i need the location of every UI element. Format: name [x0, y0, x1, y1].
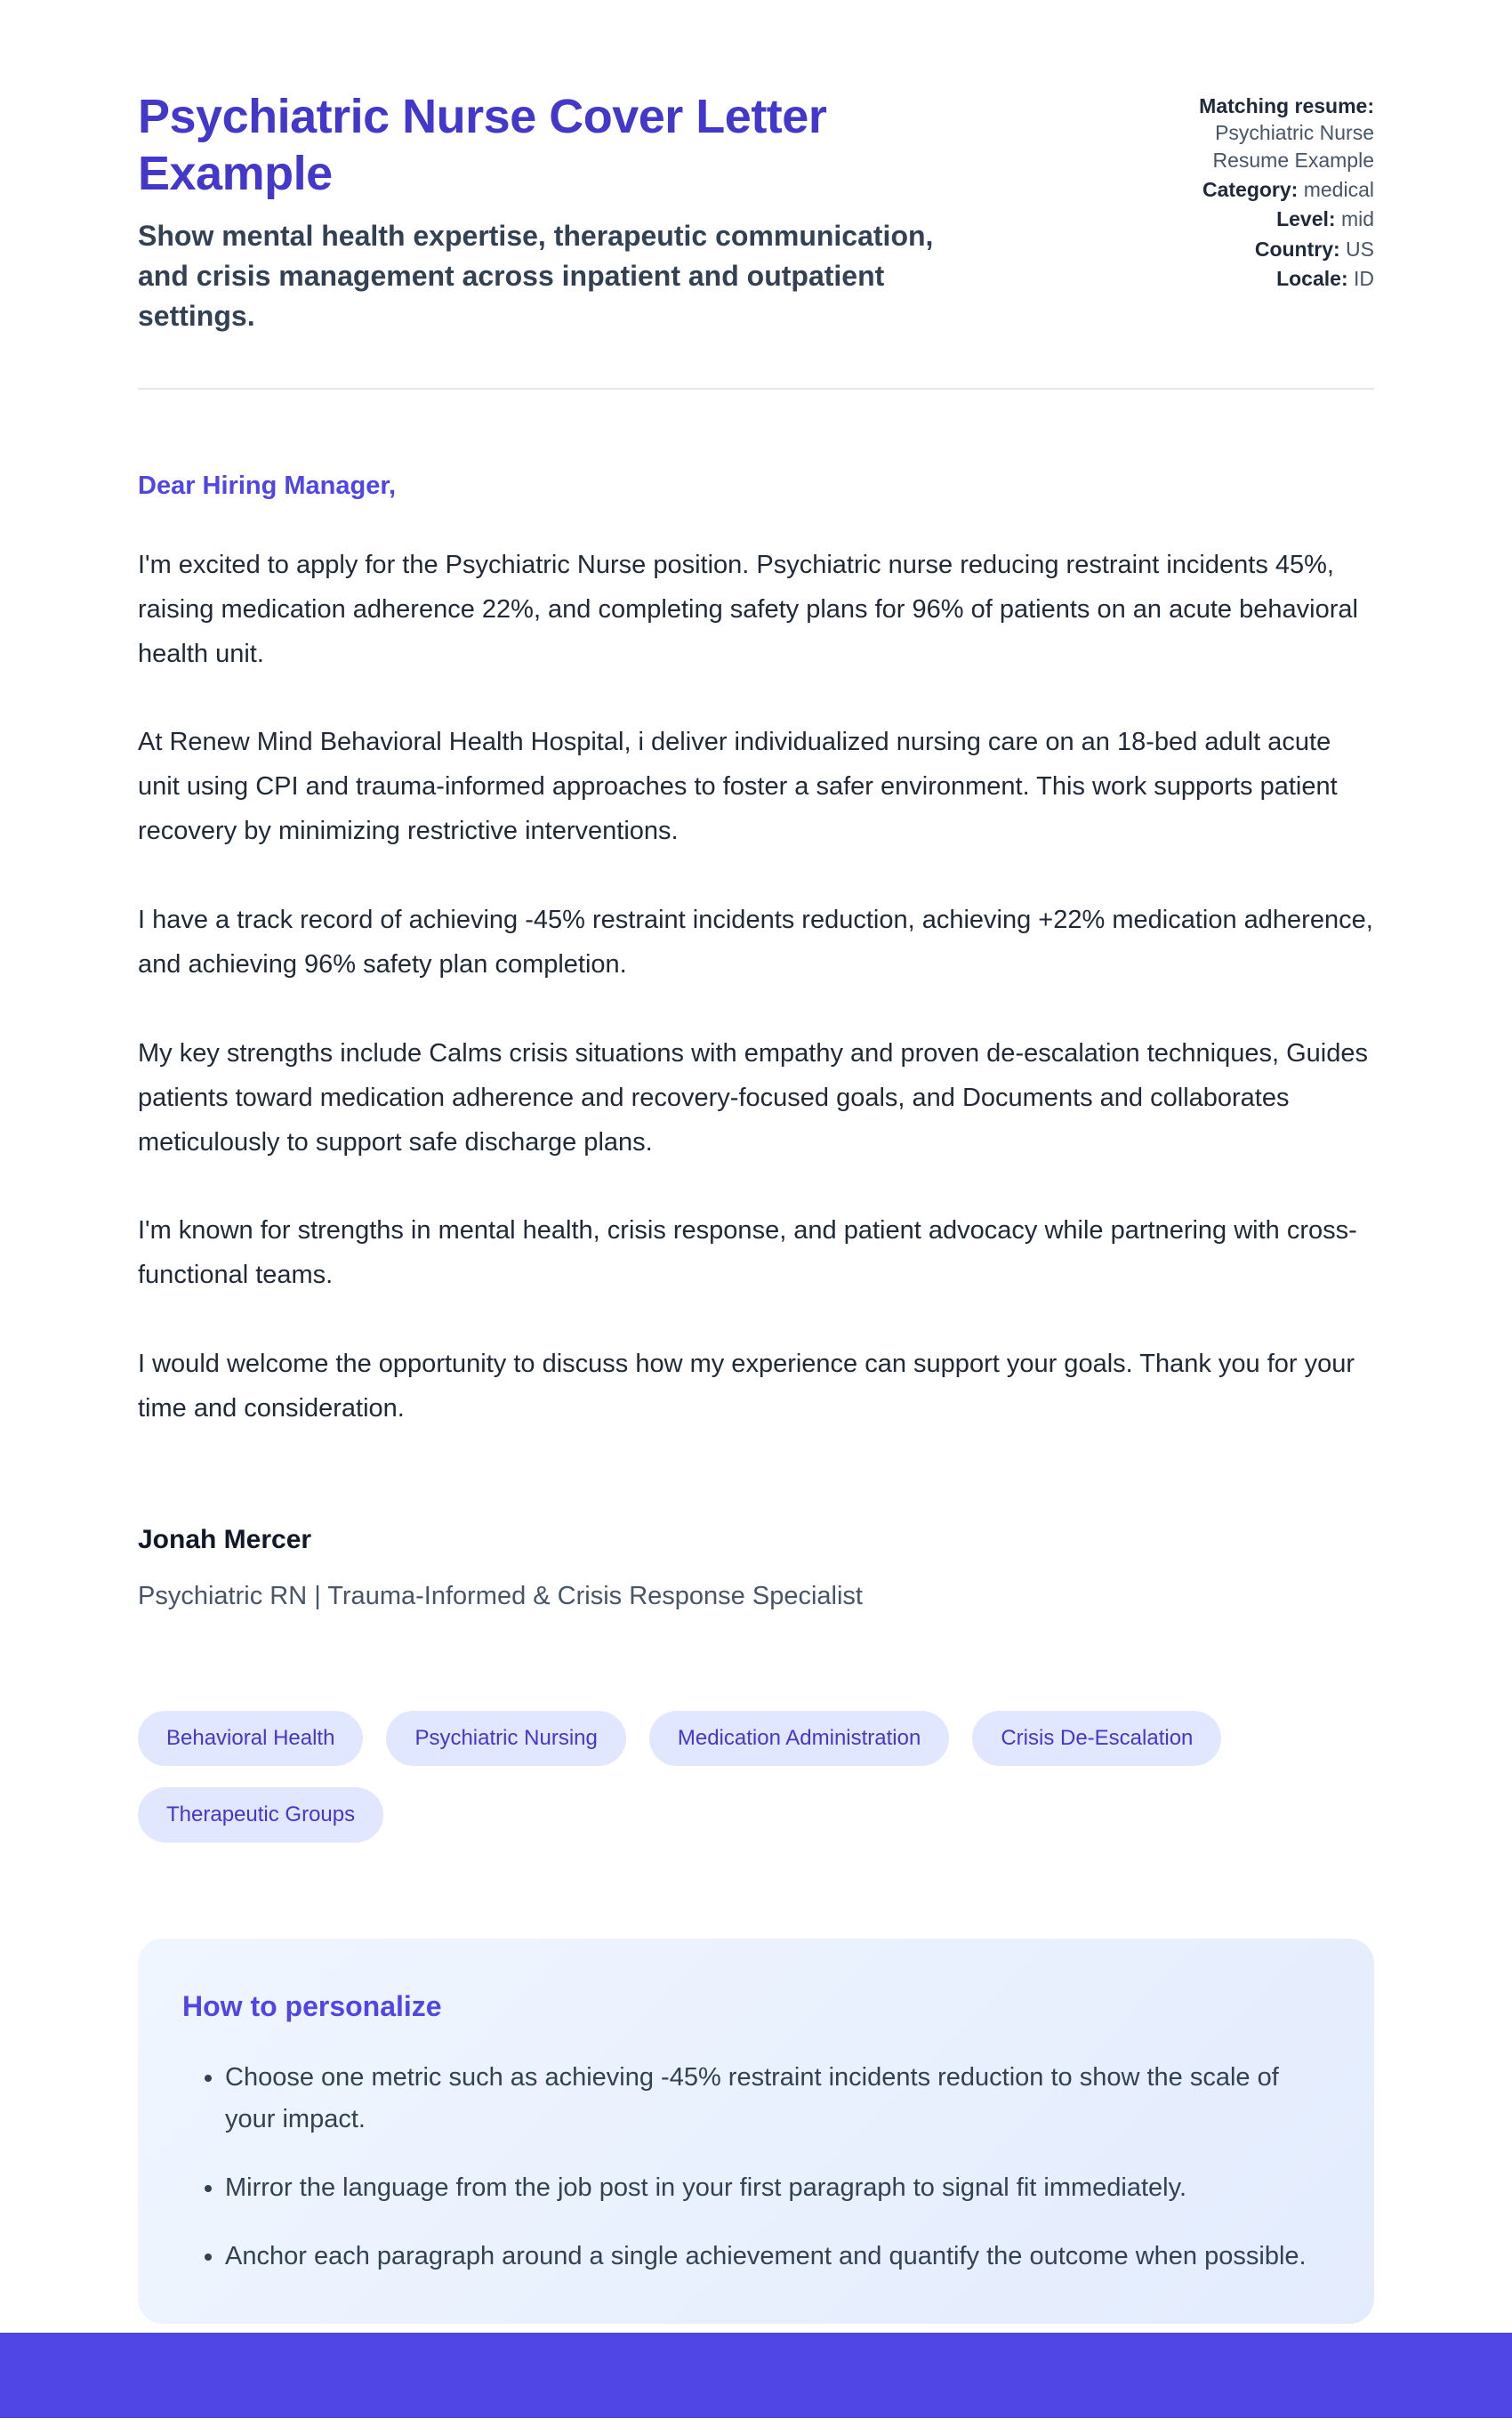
- header-divider: [138, 388, 1374, 390]
- personalize-tip: • Choose one metric such as achieving -45% restraint incidents reduction to show the scale of your impact.: [225, 2057, 1330, 2141]
- signature-name: Jonah Mercer: [138, 1524, 312, 1554]
- header: [138, 89, 1374, 336]
- salutation: Dear Hiring Manager,: [138, 471, 397, 500]
- personalize-tip: • Mirror the language from the job post in your first paragraph to signal fit immediately.: [225, 2167, 1330, 2209]
- skill-tag[interactable]: Psychiatric Nursing: [386, 1711, 625, 1766]
- meta-label: Matching resume:: [1199, 94, 1374, 117]
- letter-paragraph: My key strengths include Calms crisis situations with empathy and proven de-escalation techniques, Guides patients toward medication adherence and recovery-focused goals, and Documents and collaborates meticulously to support safe discharge plans.: [138, 1038, 1369, 1157]
- meta-label: Category:: [1202, 178, 1299, 202]
- header-left: [138, 89, 1018, 336]
- meta-value: Psychiatric Nurse Resume Example: [1212, 121, 1374, 172]
- page-subtitle: Show mental health expertise, therapeutic communication, and crisis management across inpatient and outpatient settings.: [138, 220, 934, 333]
- meta-label: Country:: [1254, 237, 1340, 261]
- page-title: Psychiatric Nurse Cover Letter Example: [138, 90, 827, 200]
- footer-bar: [0, 2333, 1512, 2418]
- meta-label: Locale:: [1276, 267, 1348, 291]
- meta-row: [1143, 206, 1374, 232]
- skill-tag[interactable]: Therapeutic Groups: [138, 1787, 383, 1842]
- meta-panel: [1143, 89, 1374, 336]
- letter-paragraph: I would welcome the opportunity to discuss how my experience can support your goals. Thank you for your time and consideration.: [138, 1350, 1355, 1423]
- meta-value: mid: [1340, 207, 1374, 231]
- meta-label: Level:: [1276, 207, 1336, 231]
- skill-tag[interactable]: Behavioral Health: [138, 1711, 363, 1766]
- personalize-title: How to personalize: [182, 1989, 442, 2022]
- letter-paragraphs: [138, 544, 1374, 1431]
- meta-row: [1143, 265, 1374, 292]
- skill-tag[interactable]: Medication Administration: [649, 1711, 949, 1766]
- personalize-card: [138, 1939, 1374, 2324]
- personalize-tip: • Anchor each paragraph around a single achievement and quantify the outcome when possible.: [225, 2236, 1330, 2278]
- skill-tag[interactable]: Crisis De-Escalation: [972, 1711, 1221, 1766]
- letter-paragraph: I'm excited to apply for the Psychiatric Nurse position. Psychiatric nurse reducing restraint incidents 45%, raising medication adherence 22%, and completing safety plans for 96% of patients on an acute behavioral health unit.: [138, 550, 1358, 668]
- skill-tags: [138, 1711, 1374, 1842]
- meta-row: [1143, 93, 1374, 173]
- meta-row: [1143, 236, 1374, 262]
- letter-paragraph: At Renew Mind Behavioral Health Hospital, i deliver individualized nursing care on an 18-bed adult acute unit using CPI and trauma-informed approaches to foster a safer environment. This work supports patient recovery by minimizing restrictive interventions.: [138, 728, 1338, 846]
- letter-paragraph: I have a track record of achieving -45% restraint incidents reduction, achieving +22% medication adherence, and achieving 96% safety plan completion.: [138, 906, 1373, 979]
- letter-body: [138, 472, 1374, 1611]
- signature-title: Psychiatric RN | Trauma-Informed & Crisis Response Specialist: [138, 1581, 863, 1610]
- personalize-tips: [182, 2057, 1330, 2278]
- meta-value: medical: [1303, 178, 1374, 202]
- meta-value: US: [1346, 237, 1374, 261]
- meta-value: ID: [1354, 267, 1374, 291]
- meta-row: [1143, 176, 1374, 203]
- letter-paragraph: I'm known for strengths in mental health, crisis response, and patient advocacy while partnering with cross-functional teams.: [138, 1216, 1357, 1290]
